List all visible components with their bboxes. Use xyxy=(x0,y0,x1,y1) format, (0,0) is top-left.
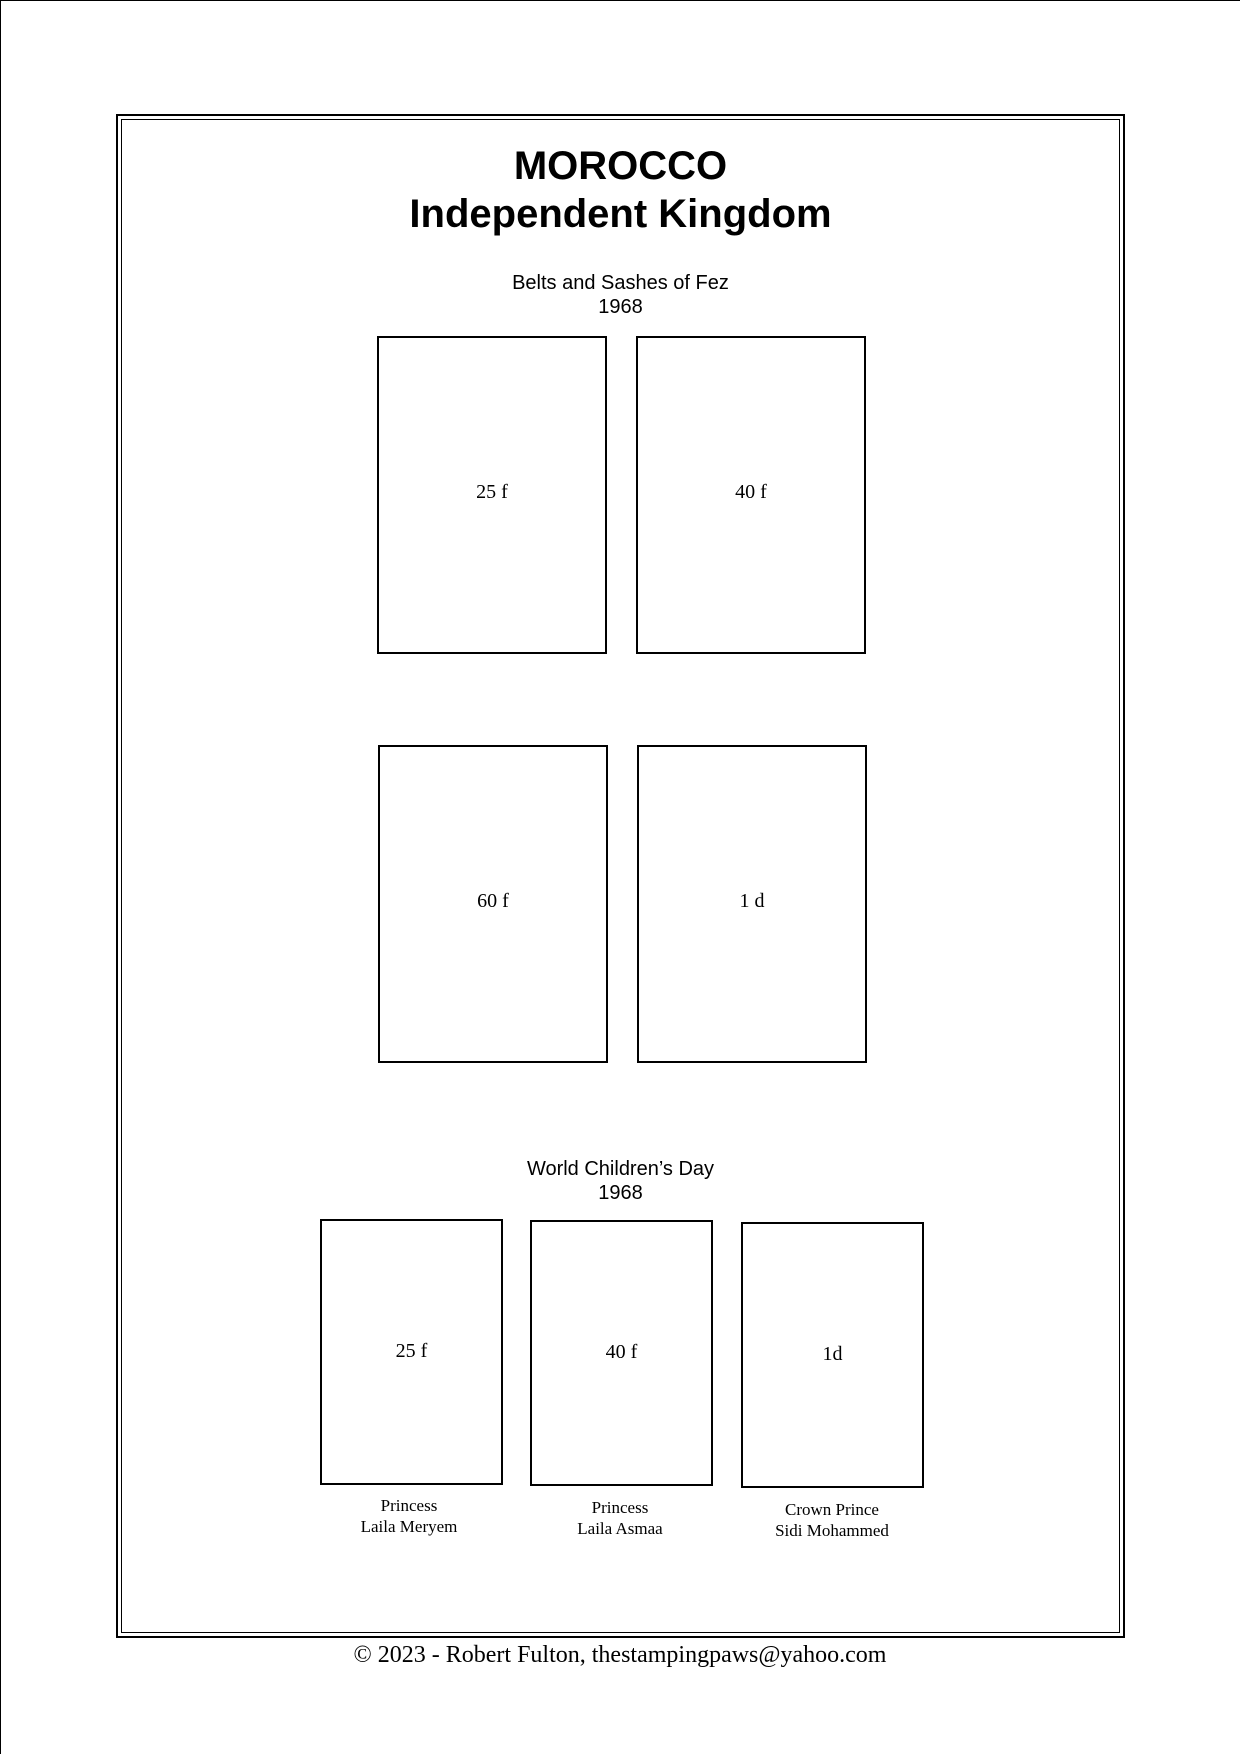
page-title-subtitle: Independent Kingdom xyxy=(409,192,832,236)
stamp-space xyxy=(320,1219,503,1485)
section-2-year: 1968 xyxy=(598,1182,643,1204)
caption-line-2: Laila Asmaa xyxy=(577,1519,663,1538)
stamp-space xyxy=(636,336,866,654)
stamp-caption xyxy=(510,1497,730,1539)
stamp-value: 40 f xyxy=(735,481,767,503)
page-edge-top xyxy=(0,0,1240,1)
stamp-space xyxy=(741,1222,924,1488)
stamp-value: 60 f xyxy=(477,890,509,912)
stamp-value: 1d xyxy=(822,1343,843,1365)
copyright-footer: © 2023 - Robert Fulton, thestampingpaws@yahoo.com xyxy=(353,1642,887,1668)
stamp-value: 25 f xyxy=(395,1340,428,1362)
stamp-space xyxy=(637,745,867,1063)
section-2-heading: World Children’s Day xyxy=(526,1158,715,1180)
caption-line-1: Princess xyxy=(591,1498,649,1517)
caption-line-2: Laila Meryem xyxy=(360,1517,458,1536)
caption-line-1: Crown Prince xyxy=(785,1500,879,1519)
stamp-space xyxy=(530,1220,713,1486)
stamp-caption xyxy=(722,1499,942,1541)
section-1-heading: Belts and Sashes of Fez xyxy=(512,272,729,294)
stamp-value: 40 f xyxy=(605,1341,638,1363)
caption-line-2: Sidi Mohammed xyxy=(775,1521,889,1540)
page-edge-left xyxy=(0,0,1,1754)
section-1-year: 1968 xyxy=(598,296,643,318)
caption-line-1: Princess xyxy=(380,1496,438,1515)
stamp-caption xyxy=(299,1495,519,1537)
stamp-value: 25 f xyxy=(476,481,508,503)
stamp-space xyxy=(378,745,608,1063)
stamp-space xyxy=(377,336,607,654)
stamp-value: 1 d xyxy=(739,890,765,912)
page-title-country: MOROCCO xyxy=(513,144,728,188)
